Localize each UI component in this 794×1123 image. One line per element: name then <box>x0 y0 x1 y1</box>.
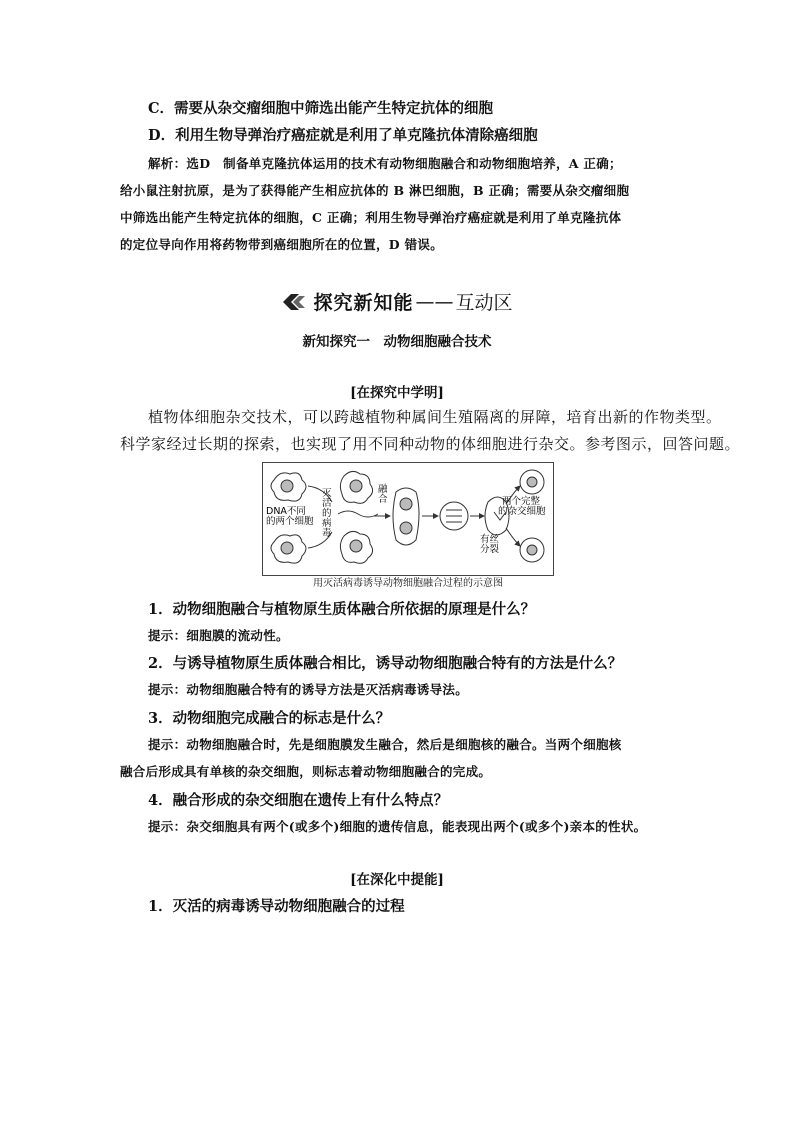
cell-icon <box>340 531 372 563</box>
intro-line-2: 科学家经过长期的探索，也实现了用不同种动物的体细胞进行杂交。参考图示，回答问题。 <box>120 435 741 453</box>
virus-label-4: 病 <box>322 518 332 529</box>
label-two-cells-1: DNA不同 <box>266 506 306 517</box>
section-dash: —— <box>415 290 454 313</box>
hint-1: 提示：细胞膜的流动性。 <box>148 628 289 643</box>
option-c: C．需要从杂交瘤细胞中筛选出能产生特定抗体的细胞 <box>148 100 494 117</box>
virus-label-1: 灭 <box>322 488 332 499</box>
label-division-2: 分裂 <box>480 544 500 555</box>
fuse-label-2: 合 <box>378 494 388 505</box>
hint-4: 提示：杂交细胞具有两个(或多个)细胞的遗传信息，能表现出两个(或多个)亲本的性状。 <box>148 819 647 834</box>
explanation-line-4: 的定位导向作用将药物带到癌细胞所在的位置，D 错误。 <box>120 237 443 252</box>
section-logo-icon <box>281 292 307 312</box>
intro-line-1: 植物体细胞杂交技术，可以跨越植物种属间生殖隔离的屏障，培育出新的作物类型。 <box>148 408 722 426</box>
cell-fusion-diagram <box>262 462 554 576</box>
label-two-cells-2: 的两个细胞 <box>266 516 314 527</box>
question-3: 3．动物细胞完成融合的标志是什么？ <box>148 710 391 727</box>
cell-icon <box>271 535 306 563</box>
fuse-label-1: 融 <box>378 484 388 495</box>
question-2: 2．与诱导植物原生质体融合相比，诱导动物细胞融合特有的方法是什么？ <box>148 655 623 672</box>
option-d: D．利用生物导弹治疗癌症就是利用了单克隆抗体清除癌细胞 <box>148 127 538 144</box>
fused-cell-icon <box>393 488 419 545</box>
section-subtitle: 互动区 <box>455 292 513 314</box>
cell-icon <box>520 538 544 562</box>
explanation-line-1: 解析：选D 制备单克隆抗体运用的技术有动物细胞融合和动物细胞培养，A 正确； <box>148 156 622 171</box>
virus-label-2: 活 <box>322 498 332 509</box>
label-hybrid-1: 两个完整 <box>502 496 541 507</box>
hint-2: 提示：动物细胞融合特有的诱导方法是灭活病毒诱导法。 <box>148 682 469 697</box>
section-header <box>0 288 794 316</box>
hint-3-line-2: 融合后形成具有单核的杂交细胞，则标志着动物细胞融合的完成。 <box>120 764 492 779</box>
deepen-item-1: 1．灭活的病毒诱导动物细胞融合的过程 <box>148 898 405 915</box>
question-1: 1．动物细胞融合与植物原生质体融合所依据的原理是什么？ <box>148 601 536 618</box>
deepen-heading: [在深化中提能] <box>350 872 444 888</box>
label-hybrid-2: 的杂交细胞 <box>498 506 546 517</box>
explore-heading: 新知探究一 动物细胞融合技术 <box>302 334 492 350</box>
cell-icon <box>340 471 372 503</box>
label-division-1: 有丝 <box>480 534 500 545</box>
figure-caption: 用灭活病毒诱导动物细胞融合过程的示意图 <box>313 578 503 589</box>
hint-3-line-1: 提示：动物细胞融合时，先是细胞膜发生融合，然后是细胞核的融合。当两个细胞核 <box>148 737 622 752</box>
virus-label-5: 毒 <box>322 528 332 539</box>
cell-icon <box>271 473 306 501</box>
section-title: 探究新知能 <box>313 292 414 314</box>
question-4: 4．融合形成的杂交细胞在遗传上有什么特点？ <box>148 792 449 809</box>
virus-label-3: 的 <box>322 508 332 519</box>
learn-heading: [在探究中学明] <box>350 385 444 401</box>
cell-icon <box>520 470 544 494</box>
hybrid-cell-icon <box>440 502 468 530</box>
explanation-line-2: 给小鼠注射抗原，是为了获得能产生相应抗体的 B 淋巴细胞，B 正确；需要从杂交瘤细胞 <box>120 183 630 198</box>
explanation-line-3: 中筛选出能产生特定抗体的细胞，C 正确；利用生物导弹治疗癌症就是利用了单克隆抗体 <box>120 210 622 225</box>
